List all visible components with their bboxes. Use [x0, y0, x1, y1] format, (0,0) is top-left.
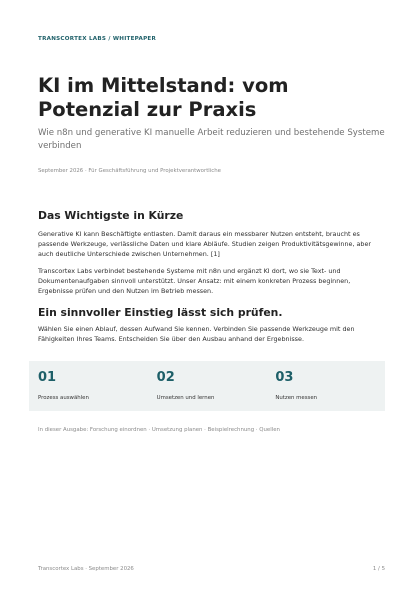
step-label: Umsetzen und lernen [156, 395, 215, 401]
summary-paragraph-1: Generative KI kann Beschäftigte entlasten. Damit daraus ein messbarer Nutzen entsteht, braucht es passende Werkzeuge, verlässliche Daten und klare Abläufe. Studien zeigen Produktivitätsgewinne, aber auch deutliche Unterschiede zwischen Unternehmen. [1] [38, 230, 372, 258]
page-title: KI im Mittelstand: vom Potenzial zur Praxis [38, 74, 289, 121]
start-heading: Ein sinnvoller Einstieg lässt sich prüfen. [38, 306, 283, 319]
steps-panel [29, 361, 385, 411]
page-number: 1 / 5 [372, 566, 385, 572]
summary-heading: Das Wichtigste in Kürze [38, 209, 184, 222]
step-label: Prozess auswählen [38, 395, 89, 401]
page-subtitle: Wie n8n und generative KI manuelle Arbeit reduzieren und bestehende Systeme verbinden [38, 128, 385, 151]
step-label: Nutzen messen [275, 395, 318, 401]
step-item-3 [266, 361, 385, 411]
start-paragraph: Wählen Sie einen Ablauf, dessen Aufwand Sie kennen. Verbinden Sie passende Werkzeuge mit den Fähigkeiten Ihres Teams. Entscheiden Sie über den Ausbau anhand der Ergebnisse. [38, 325, 355, 343]
footer-source: Transcortex Labs · September 2026 [38, 566, 134, 572]
publisher-eyebrow: TRANSCORTEX LABS / WHITEPAPER [38, 36, 157, 42]
step-number: 03 [275, 370, 294, 385]
publication-meta: September 2026 · Für Geschäftsführung und Projektverantwortliche [38, 168, 222, 174]
step-number: 02 [156, 370, 175, 385]
step-number: 01 [38, 370, 57, 385]
step-item-2 [148, 361, 267, 411]
step-item-1 [29, 361, 148, 411]
summary-paragraph-2: Transcortex Labs verbindet bestehende Systeme mit n8n und ergänzt KI dort, wo sie Text- und Dokumentenaufgaben sinnvoll unterstützt. Unser Ansatz: mit einem konkreten Prozess beginnen, Ergebnisse prüfen und den Nutzen im Betrieb messen. [38, 267, 351, 295]
issue-contents: In dieser Ausgabe: Forschung einordnen · Umsetzung planen · Beispielrechnung · Quellen [38, 427, 280, 433]
